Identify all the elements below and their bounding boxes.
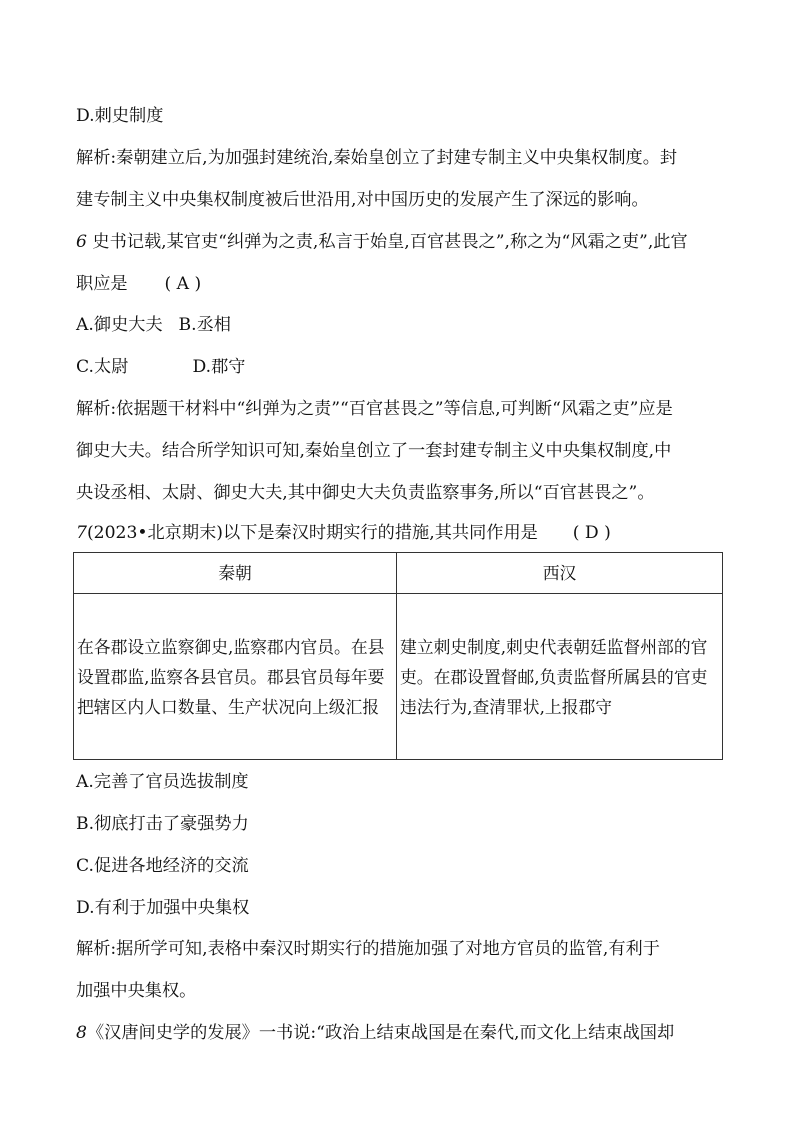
q6-options-row2 <box>76 355 245 379</box>
analysis6-line2: 御史大夫。结合所学知识可知,秦始皇创立了一套封建专制主义中央集权制度,中 <box>76 441 672 461</box>
analysis7-line1: 解析:据所学可知,表格中秦汉时期实行的措施加强了对地方官员的监管,有利于 <box>76 939 660 959</box>
analysis7-line2: 加强中央集权。 <box>76 981 197 1001</box>
analysis5-line2: 建专制主义中央集权制度被后世沿用,对中国历史的发展产生了深远的影响。 <box>76 190 649 210</box>
q7-option-d: D.有利于加强中央集权 <box>76 898 250 918</box>
q6-answer: ( A ) <box>164 274 202 294</box>
q5-option-d: D.刺史制度 <box>76 106 164 126</box>
q6-stem-line1 <box>76 230 688 254</box>
q7-option-b: B.彻底打击了豪强势力 <box>76 814 249 834</box>
table-row <box>74 594 723 760</box>
q6-option-a: A.御史大夫 <box>76 315 163 335</box>
q6-stem-text: 史书记载,某官吏“纠弹为之责,私言于始皇,百官甚畏之”,称之为“风霜之吏”,此官 <box>92 232 688 252</box>
q6-stem-line2 <box>76 272 201 296</box>
q8-stem-line1 <box>76 1021 674 1045</box>
q7-stem <box>76 521 611 545</box>
analysis6-line3: 央设丞相、太尉、御史大夫,其中御史大夫负责监察事务,所以“百官甚畏之”。 <box>76 483 655 503</box>
q7-option-c: C.促进各地经济的交流 <box>76 856 249 876</box>
q8-stem-text: 《汉唐间史学的发展》一书说:“政治上结束战国是在秦代,而文化上结束战国却 <box>86 1023 675 1043</box>
q6-option-d: D.郡守 <box>192 357 246 377</box>
table-cell-han: 建立刺史制度,刺史代表朝廷监督州部的官吏。在郡设置督邮,负责监督所属县的官吏违法行为,查清罪状,上报郡守 <box>397 594 723 760</box>
q7-stem-text: (2023•北京期末)以下是秦汉时期实行的措施,其共同作用是 <box>86 523 538 543</box>
table-cell-qin: 在各郡设立监察御史,监察郡内官员。在县设置郡监,监察各县官员。郡县官员每年要把辖区内人口数量、生产状况向上级汇报 <box>74 594 397 760</box>
q6-option-c: C.太尉 <box>76 357 129 377</box>
q6-options-row1 <box>76 313 231 337</box>
table-header-han: 西汉 <box>397 553 723 594</box>
q7-number: 7 <box>76 523 87 543</box>
analysis5-line1: 解析:秦朝建立后,为加强封建统治,秦始皇创立了封建专制主义中央集权制度。封 <box>76 148 678 168</box>
q6-number: 6 <box>76 232 87 252</box>
table-header-row <box>74 553 723 594</box>
table-header-qin: 秦朝 <box>74 553 397 594</box>
q6-stem-text2: 职应是 <box>76 274 128 294</box>
q6-option-b: B.丞相 <box>178 315 231 335</box>
q8-number: 8 <box>76 1023 87 1043</box>
analysis6-line1: 解析:依据题干材料中“纠弹为之责”“百官甚畏之”等信息,可判断“风霜之吏”应是 <box>76 399 673 419</box>
comparison-table <box>73 552 723 760</box>
q7-option-a: A.完善了官员选拔制度 <box>76 772 249 792</box>
q7-answer: ( D ) <box>572 523 611 543</box>
